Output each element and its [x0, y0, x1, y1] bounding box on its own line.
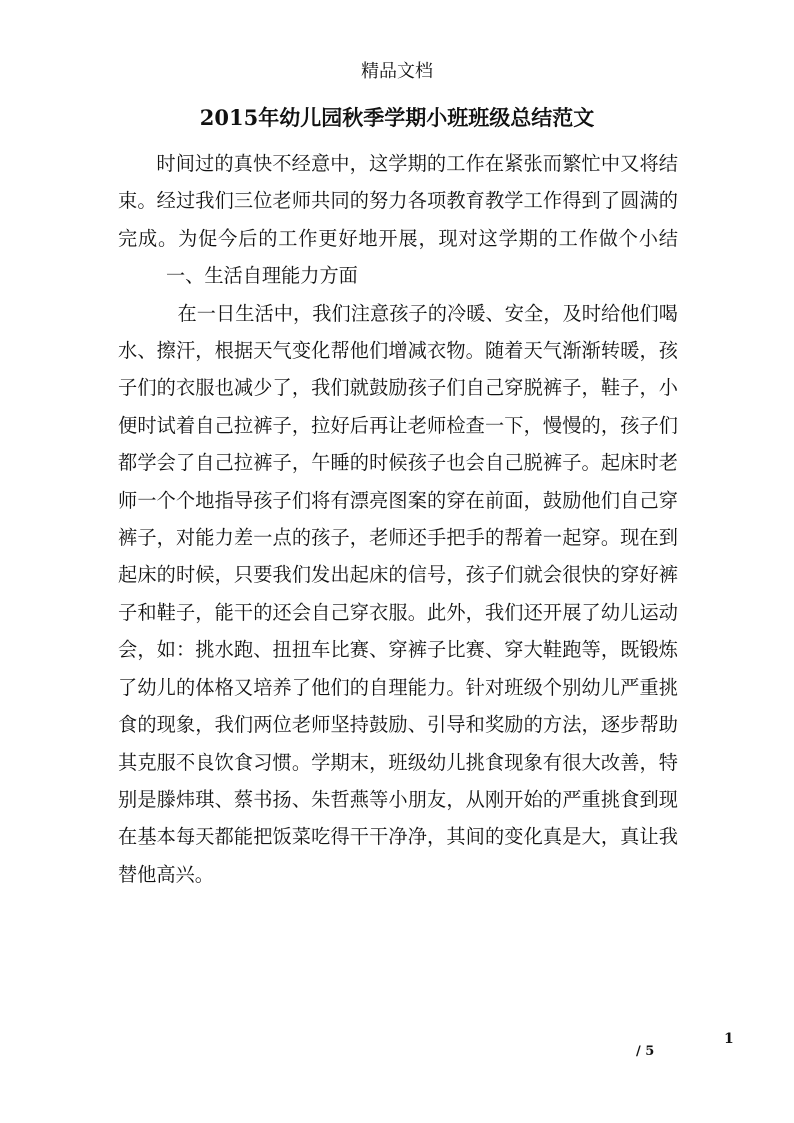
page-header: 精品文档 — [361, 61, 433, 82]
section-heading: 一、生活自理能力方面 — [166, 264, 358, 288]
paragraph-intro — [118, 145, 678, 295]
page-number: 1 — [724, 1031, 734, 1047]
page-total: / 5 — [636, 1044, 655, 1059]
paragraph-self-care: 在一日生活中，我们注意孩子的冷暖、安全，及时给他们喝水、擦汗，根据天气变化帮他们增减衣物。随着天气渐渐转暖，孩子们的衣服也减少了，我们就鼓励孩子们自己穿脱裤子，鞋子，小便时试着自己拉裤子，拉好后再让老师检查一下，慢慢的，孩子们都学会了自己拉裤子，午睡的时候孩子也会自己脱裤子。起床时老师一个个地指导孩子们将有漂亮图案的穿在前面，鼓励他们自己穿裤子，对能力差一点的孩子，老师还手把手的帮着一起穿。现在到起床的时候，只要我们发出起床的信号，孩子们就会很快的穿好裤子和鞋子，能干的还会自己穿衣服。此外，我们还开展了幼儿运动会，如：挑水跑、扭扭车比赛、穿裤子比赛、穿大鞋跑等，既锻炼了幼儿的体格又培养了他们的自理能力。针对班级个别幼儿严重挑食的现象，我们两位老师坚持鼓励、引导和奖励的方法，逐步帮助其克服不良饮食习惯。学期末，班级幼儿挑食现象有很大改善，特别是滕炜琪、蔡书扬、朱哲燕等小朋友，从刚开始的严重挑食到现在基本每天都能把饭菜吃得干干净净，其间的变化真是大，真让我替他高兴。 — [118, 301, 678, 886]
document-title: 2015年幼儿园秋季学期小班班级总结范文 — [199, 105, 595, 130]
paragraph-intro-text: 时间过的真快不经意中，这学期的工作在紧张而繁忙中又将结束。经过我们三位老师共同的努力各项教育教学工作得到了圆满的完成。为促今后的工作更好地开展，现对这学期的工作做个小结 — [118, 152, 678, 250]
document-body — [118, 145, 678, 893]
